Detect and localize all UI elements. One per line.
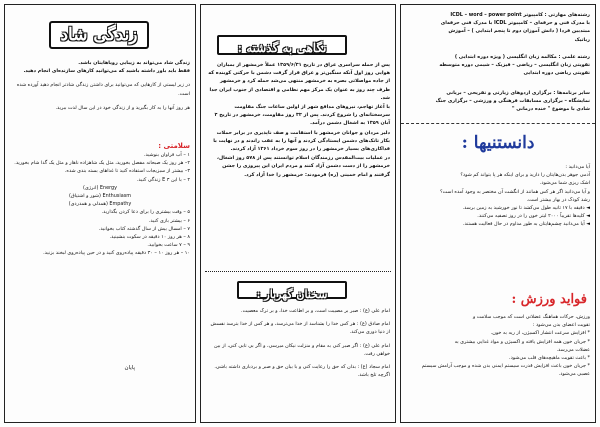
programs-column xyxy=(400,4,596,423)
sports-line: ورزش، حرکات هماهنگ عضلانی است که موجب سلامت و xyxy=(472,314,590,320)
health-heading: سلامتی : xyxy=(158,142,190,150)
science-section xyxy=(406,53,590,78)
history-paragraph: در عملیات بیت‌المقدس رزمندگان اسلام توانستند پس از ۵۷۸ روز اشغال، خرمشهر را از دست دشمن آزاد کنند و مردم ایران این پیروزی را جشن گرفتند و امام خمینی (ره) فرمودند: خرمشهر را خدا آزاد کرد. xyxy=(216,155,390,178)
history-title-box xyxy=(217,35,347,55)
quote: امام علی (ع) : صبر بر مصیبت است، و بر اطاعت خدا، و بر ترک معصیت. xyxy=(241,308,390,314)
health-item: ۵ – وقت بیشتری را برای دعا کردن بگذارید. xyxy=(101,209,190,216)
knowledge-line: ◄ کلیه‌ها تقریباً ۲۰۰۰ لیتر خون را در روز تصفیه می‌کنند. xyxy=(477,213,590,220)
quotes-text xyxy=(206,307,390,379)
health-item: ۹ – ۷ ساعت بخوابید. xyxy=(147,242,190,249)
quotes-title-box xyxy=(237,281,347,299)
science-line: تقویتی زبان انگلیسی – ریاضی – فیزیک – شیمی دوره متوسطه xyxy=(439,62,590,69)
happy-life-column xyxy=(4,4,196,423)
health-item: ۷ – امسال بیش از سال گذشته کتاب بخوانید. xyxy=(98,225,190,232)
skills-line: رشته‌های مهارتی : کامپیوتر ICDL – word – power point xyxy=(450,12,590,18)
knowledge-line: و آیا می‌دانید اگر هر کس همانند از انگشت آن مختصر به وجود آمده است؟ xyxy=(440,188,590,195)
quote: اگرچه تلخ باشد. xyxy=(357,372,390,379)
knowledge-line: رشد کودک در بهار بیشتر است. xyxy=(526,196,590,203)
intro-line: زندگی شاد می‌تواند به زیبایی رویاهایتان باشد. xyxy=(78,60,190,66)
history-text xyxy=(206,61,390,179)
happy-life-intro xyxy=(10,59,190,112)
history-paragraph: با آغاز تهاجم، نیروهای مدافع شهر از اولین ساعات جنگ مقاومت سرسختانه‌ای را شروع کردند. پس از ۳۴ روز مقاومت، خرمشهر در تاریخ ۴ آبان ۱۳۵۹ به اشغال دشمن درآمد. xyxy=(214,104,390,127)
health-item: ۱۰ – هر روز ۱۰ – ۳۰ دقیقه پیاده‌روی کنید و در حین پیاده‌روی لبخند بزنید. xyxy=(43,250,190,257)
program-line: سایر برنامه‌ها : برگزاری اردوهای زیارتی و تفریحی – بریانی xyxy=(446,90,590,96)
health-item: ۸ – هر روز ۱۰ دقیقه در سکوت بنشینید. xyxy=(109,234,190,241)
section-divider xyxy=(205,271,391,272)
sports-line: * جریان خون همه افزایش یافته و اکسیژن و مواد غذایی بیشتری به xyxy=(454,338,590,345)
sports-line: تقویت اعضای بدن می‌شود : xyxy=(532,322,590,329)
skills-line: با مدرک فنی و حرفه‌ای – کامپیوتر ICDL با مدرک فنی حرفه‌ای xyxy=(440,20,590,27)
quotes-title: سخنان گهربار : xyxy=(256,288,328,301)
health-item: ۳– بیشتر از سبزیجات استفاده کنید تا غذاهای بسته بندی شده. xyxy=(64,168,190,175)
skills-line: مبتدیین فردا ( دانش آموزان دوم تا پنجم ابتدایی ) – آموزش xyxy=(448,28,590,35)
knowledge-line: آیا می‌دانید : xyxy=(565,164,590,170)
quote: امام علی (ع) : اگر صبر کنی به مقام و منزلت نیکان میرسی، و اگر بی تابی کنی، از بین خواهی رفت. xyxy=(213,342,390,357)
history-column xyxy=(200,4,396,423)
quote: امام صادق (ع) : هر کس خدا را بشناسد از خدا می‌ترسد، و هر کس از خدا بترسد نفسش از دنیا دوری می‌کند. xyxy=(210,321,390,336)
section-divider xyxy=(401,123,595,124)
program-line: شادی با موضوع " خنده درمانی " xyxy=(511,106,590,113)
knowledge-line: ◄ دقیقه با ۱۷ ثانیه طول می‌کشد تا نور خورشید به زمین برسد. xyxy=(462,205,590,212)
intro-line: فقط باید باور داشته باشید که می‌توانید کارهای سازنده‌ای انجام دهید. xyxy=(23,68,190,75)
skills-section xyxy=(406,11,590,44)
programs-section xyxy=(406,89,590,114)
history-title: نگاهی به گذشته : xyxy=(237,41,327,55)
sports-line: عضلات می‌رسد. xyxy=(556,346,590,353)
history-paragraph: پس از حمله سراسری عراق در تاریخ ۱۳۵۹/۶/۳۱ عملاً خرمشهر از بمباران هوایی روز اول آنکه سنگین‌تر و عراق قرار گرفت دشمن با حرکتی کوبنده که از جاده مواصلاتی بصره به خرمشهر منتهی می‌شد حمله کرد و خرمشهر ظرف چند روز به عنوان یک مرکز مهم نظامی و اقتصادی از جنوب ایران جدا شد. xyxy=(208,62,390,101)
science-line: تقویتی ریاضی دوره ابتدایی xyxy=(523,70,590,77)
intro-line: در زیر لیستی از کارهایی که می‌توانید برای داشتن زندگی شادتر انجام دهید آورده شده است. xyxy=(16,82,190,97)
health-item: ۶ – بیشتر بازی کنید. xyxy=(148,217,190,224)
knowledge-line: اشک ریزی شما می‌شود. xyxy=(539,180,590,187)
knowledge-section xyxy=(406,163,590,229)
intro-line: هر روز آنها را به کار بگیرید و از زندگی خود در این سال لذت ببرید. xyxy=(55,104,190,111)
sports-line: * جریان خون باعث افزایش قدرت سیستم ایمنی بدن شده و موجب آرامش سیستم xyxy=(421,363,590,370)
science-line: رشته علمی : مکالمه زبان انگلیسی ( ویژه دوره ابتدایی ) xyxy=(454,54,590,60)
knowledge-title: دانستنیها : xyxy=(461,133,535,153)
sports-section xyxy=(406,313,590,379)
history-paragraph: دلیر مردان و جوانان خرمشهر با استقامت و صف ناپذیری در برابر حملات بکار تانک‌های دشمن ایستادگی کردند و آنها را به عقب راندند و در نهایت با فداکاری‌های بسیار خرمشهر را در روز سوم خرداد ۱۳۶۱ آزاد کردند. xyxy=(213,129,390,153)
skills-line: رباتیک xyxy=(574,36,590,43)
end-text: پایان xyxy=(124,365,135,371)
program-line: نمایشگاه – برگزاری مسابقات فرهنگی و ورزشی – برگزاری جنگ xyxy=(435,98,590,105)
knowledge-line: آدمی جوهر بدن‌هایتان را دارید و برای اینکه هر پا بتواند کم شود؟ xyxy=(460,172,590,179)
sports-line: * افزایش سرعت انتشار اکسیژن، از ریه به خون. xyxy=(490,330,590,337)
quote: امام سجاد (ع) : بدان که حق را رعایت کنی و با بیان حق و صبر و بردباری داشته باشی. xyxy=(214,364,390,371)
health-item: ۴ – با این ۳ E زندگی کنید. xyxy=(136,176,190,183)
sports-line: عصبی می‌شود. xyxy=(558,371,590,378)
health-item: ۱ – آب فراوان بنوشید. xyxy=(143,152,190,158)
health-section xyxy=(10,141,190,258)
sports-line: * باعث تقویت ماهیچه‌های قلب می‌شود. xyxy=(509,355,590,362)
health-item: ۲– هر روز یک صبحانه مفصل بخورید، مثل یک شاهزاده ناهار و مثل یک گدا شام بخورید. xyxy=(14,160,190,167)
health-item: Enthusiasm (شور و اشتیاق) xyxy=(68,193,132,200)
knowledge-line: ◄ آیا می‌دانید چشم‌هایتان به طور مداوم در حال فعالیت هستند. xyxy=(462,221,590,228)
happy-life-title: زندگی شاد xyxy=(60,25,138,45)
health-item: Energy (انرژی) xyxy=(82,184,118,191)
health-item: Empathy (همدلی و همدردی) xyxy=(68,201,132,208)
sports-title: فواید ورزش : xyxy=(511,292,587,307)
happy-life-title-box xyxy=(49,21,149,49)
